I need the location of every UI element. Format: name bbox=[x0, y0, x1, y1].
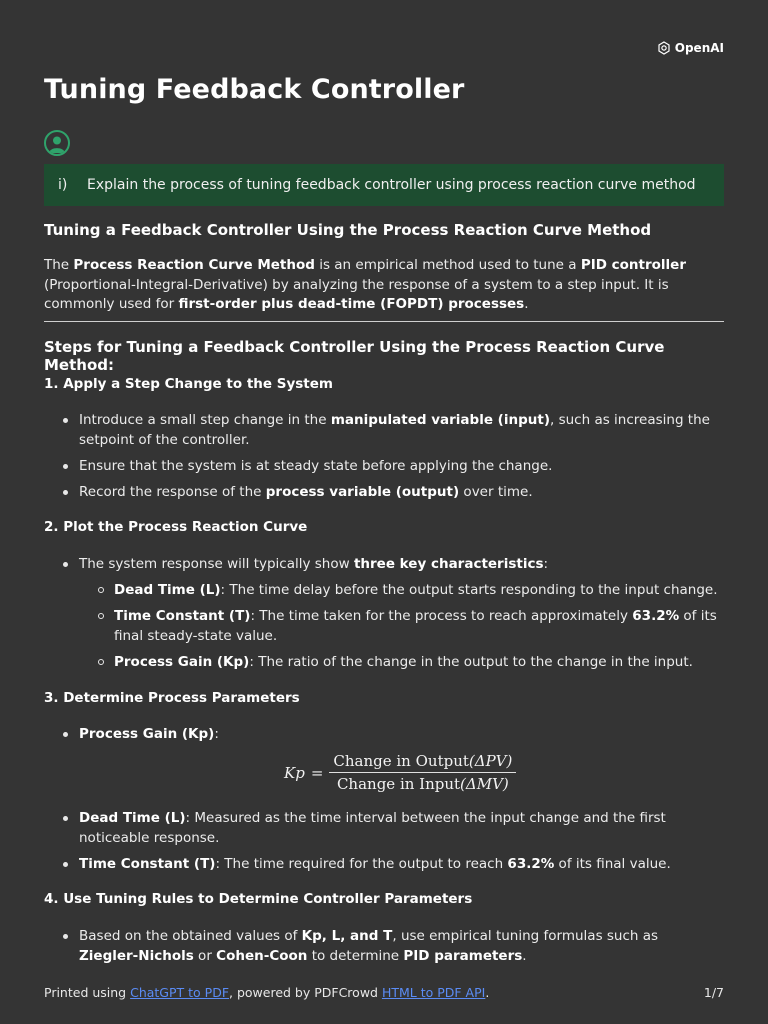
sub-list-item: Dead Time (L): The time delay before the output starts responding to the input change. bbox=[114, 581, 724, 601]
section-heading: Tuning a Feedback Controller Using the Process Reaction Curve Method bbox=[44, 221, 652, 239]
step-3-title: 3. Determine Process Parameters bbox=[44, 690, 300, 706]
list-item: Process Gain (Kp): bbox=[79, 725, 719, 745]
prompt-number: i) bbox=[58, 177, 68, 193]
prompt-text: Explain the process of tuning feedback controller using process reaction curve method bbox=[87, 177, 696, 193]
page-number: 1/7 bbox=[703, 985, 724, 1000]
sub-list-item: Process Gain (Kp): The ratio of the change in the output to the change in the input. bbox=[114, 653, 724, 673]
intro-paragraph: The Process Reaction Curve Method is an empirical method used to tune a PID controller (Proportional-Integral-Derivative) by analyzing the response of a system to a step input. It is commonly used for first-order plus dead-time (FOPDT) processes. bbox=[44, 257, 686, 312]
openai-logo-text: OpenAI bbox=[674, 41, 724, 55]
html-to-pdf-api-link[interactable]: HTML to PDF API bbox=[381, 985, 486, 1000]
step-1-title: 1. Apply a Step Change to the System bbox=[44, 376, 333, 392]
user-avatar-icon bbox=[44, 130, 70, 156]
kp-formula bbox=[284, 752, 516, 793]
chatgpt-to-pdf-link[interactable]: ChatGPT to PDF bbox=[130, 985, 230, 1000]
openai-logo bbox=[656, 40, 724, 56]
formula-equals: = bbox=[310, 763, 324, 782]
formula-denominator: Change in Input(ΔMV) bbox=[336, 775, 509, 793]
sub-list-item: Time Constant (T): The time taken for the process to reach approximately 63.2% of its final steady-state value. bbox=[114, 607, 724, 646]
list-item: Ensure that the system is at steady state before applying the change. bbox=[79, 457, 719, 477]
page-footer: Printed using ChatGPT to PDF, powered by PDFCrowd HTML to PDF API. 1/7 bbox=[44, 985, 724, 1000]
formula-numerator: Change in Output(ΔPV) bbox=[329, 752, 516, 773]
formula-fraction bbox=[329, 752, 516, 793]
user-prompt bbox=[44, 164, 724, 206]
list-item: The system response will typically show three key characteristics: bbox=[79, 555, 719, 575]
formula-lhs: Kp bbox=[284, 763, 305, 782]
list-item: Based on the obtained values of Kp, L, and T, use empirical tuning formulas such as Ziegler-Nichols or Cohen-Coon to determine PID parameters. bbox=[79, 927, 719, 966]
steps-heading: Steps for Tuning a Feedback Controller Using the Process Reaction Curve Method: bbox=[44, 338, 665, 374]
divider bbox=[44, 321, 724, 322]
list-item: Time Constant (T): The time required for the output to reach 63.2% of its final value. bbox=[79, 855, 719, 875]
list-item: Record the response of the process variable (output) over time. bbox=[79, 483, 719, 503]
openai-logo-icon bbox=[656, 40, 672, 56]
list-item: Introduce a small step change in the manipulated variable (input), such as increasing the setpoint of the controller. bbox=[79, 411, 719, 450]
page-title: Tuning Feedback Controller bbox=[44, 74, 465, 105]
step-4-title: 4. Use Tuning Rules to Determine Controller Parameters bbox=[44, 891, 473, 907]
step-2-title: 2. Plot the Process Reaction Curve bbox=[44, 519, 308, 535]
list-item: Dead Time (L): Measured as the time interval between the input change and the first noticeable response. bbox=[79, 809, 719, 848]
